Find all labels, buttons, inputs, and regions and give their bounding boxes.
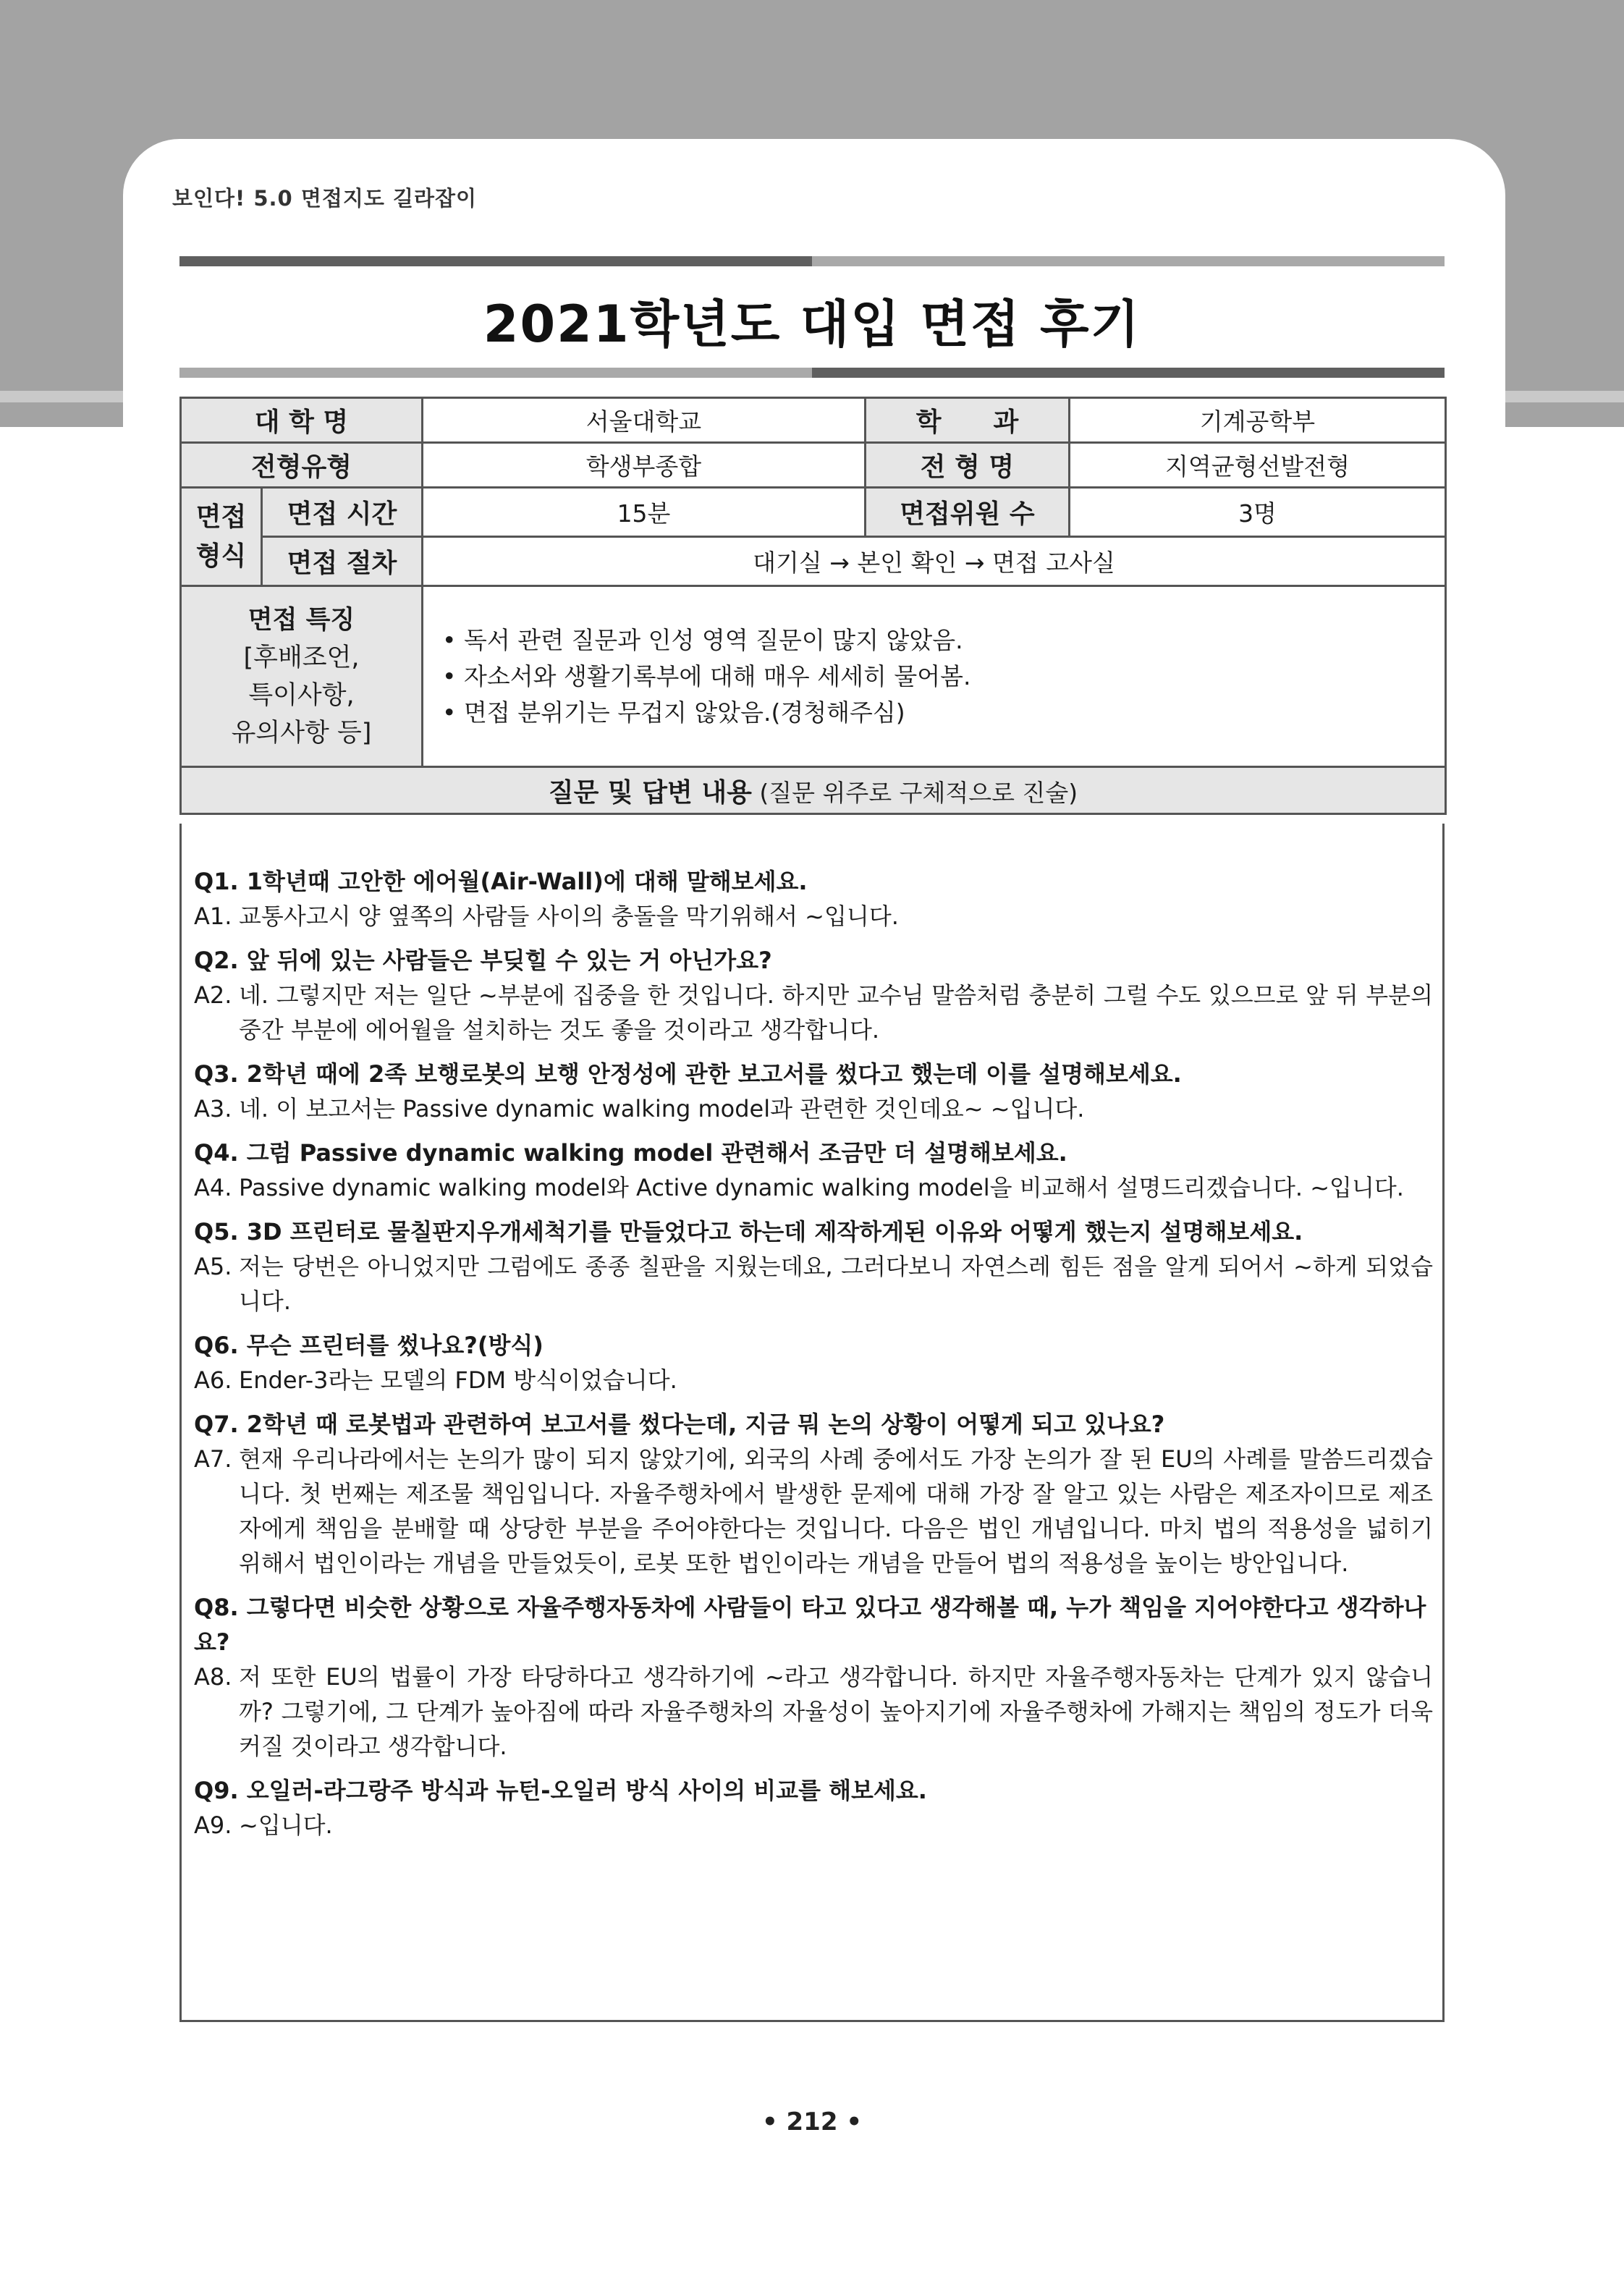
features-list — [423, 622, 1445, 731]
answer-number: A8. — [194, 1663, 232, 1691]
right-edge-stripe — [1505, 391, 1624, 402]
features-label-line2: [후배조언, — [243, 643, 360, 672]
features-cell — [423, 586, 1446, 767]
feature-item: • 자소서와 생활기록부에 대해 매우 세세히 물어봄. — [442, 659, 1445, 695]
left-edge-stripe — [0, 391, 123, 402]
interview-time-value: 15분 — [423, 488, 866, 537]
answer-text: 네. 그렇지만 저는 일단 ~부분에 집중을 한 것입니다. 하지만 교수님 말씀처럼 충분히 그럴 수도 있으므로 앞 뒤 부분의 중간 부분에 에어월을 설치하는 것도 좋을 것이라고 생각합니다. — [239, 981, 1433, 1044]
qa-section-header — [181, 767, 1446, 814]
question-6: Q6. 무슨 프린터를 썼나요?(방식) — [194, 1332, 544, 1359]
question-7: Q7. 2학년 때 로봇법과 관련하여 보고서를 썼다는데, 지금 뭐 논의 상황이 어떻게 되고 있나요? — [194, 1411, 1165, 1438]
title-rule-top-light — [812, 256, 1445, 266]
answer-number: A3. — [194, 1095, 232, 1122]
row-interview-time — [181, 488, 1446, 537]
answer-3 — [194, 1091, 1433, 1126]
admission-type-value: 학생부종합 — [423, 443, 866, 488]
question-3: Q3. 2학년 때에 2족 보행로봇의 보행 안정성에 관한 보고서를 썼다고 했는데 이를 설명해보세요. — [194, 1060, 1182, 1088]
features-label-line4: 유의사항 등] — [231, 718, 372, 748]
interview-format-label-line2: 형식 — [195, 541, 247, 571]
department-value: 기계공학부 — [1070, 398, 1446, 443]
qa-header-note: (질문 위주로 구체적으로 진술) — [759, 778, 1078, 807]
answer-1 — [194, 899, 1433, 934]
features-label — [181, 586, 423, 767]
interview-info-table — [179, 397, 1447, 815]
row-features — [181, 586, 1446, 767]
answer-number: A4. — [194, 1174, 232, 1201]
interview-time-label: 면접 시간 — [262, 488, 423, 537]
question-4: Q4. 그럼 Passive dynamic walking model 관련해서 조금만 더 설명해보세요. — [194, 1139, 1067, 1167]
qa-list — [194, 864, 1433, 1843]
interview-format-label — [181, 488, 262, 586]
features-label-line3: 특이사항, — [248, 680, 355, 710]
question-8: Q8. 그렇다면 비슷한 상황으로 자율주행자동차에 사람들이 타고 있다고 생각해볼 때, 누가 책임을 지어야한다고 생각하나요? — [194, 1594, 1426, 1656]
question-5: Q5. 3D 프린터로 물칠판지우개세척기를 만들었다고 하는데 제작하게된 이유와 어떻게 했는지 설명해보세요. — [194, 1218, 1303, 1246]
answer-8 — [194, 1659, 1433, 1764]
interviewers-value: 3명 — [1070, 488, 1446, 537]
answer-text: 네. 이 보고서는 Passive dynamic walking model과 관련한 것인데요~ ~입니다. — [239, 1095, 1085, 1122]
features-label-line1: 면접 특징 — [248, 605, 355, 635]
answer-9 — [194, 1808, 1433, 1843]
title-rule-bottom-dark — [812, 368, 1445, 378]
question-9: Q9. 오일러-라그랑주 방식과 뉴턴-오일러 방식 사이의 비교를 해보세요. — [194, 1777, 927, 1804]
row-qa-header — [181, 767, 1446, 814]
question-1: Q1. 1학년때 고안한 에어월(Air-Wall)에 대해 말해보세요. — [194, 868, 808, 895]
page-number: • 212 • — [761, 2107, 863, 2136]
answer-number: A7. — [194, 1445, 232, 1473]
feature-item: • 독서 관련 질문과 인성 영역 질문이 많지 않았음. — [442, 622, 1445, 659]
answer-number: A6. — [194, 1366, 232, 1394]
procedure-label: 면접 절차 — [262, 537, 423, 586]
answer-text: 저는 당번은 아니었지만 그럼에도 종종 칠판을 지웠는데요, 그러다보니 자연스레 힘든 점을 알게 되어서 ~하게 되었습니다. — [239, 1253, 1433, 1315]
answer-text: 현재 우리나라에서는 논의가 많이 되지 않았기에, 외국의 사례 중에서도 가장 논의가 잘 된 EU의 사례를 말씀드리겠습니다. 첫 번째는 제조물 책임입니다. 자율주행차에서 발생한 문제에 대해 가장 잘 알고 있는 사람은 제조자이므로 제조자에게 책임을 분배할 때 상당한 부분을 주어야한다는 것입니다. 다음은 법인 개념입니다. 마치 법의 적용성을 넓히기 위해서 법인이라는 개념을 만들었듯이, 로봇 또한 법인이라는 개념을 만들어 법의 적용성을 높이는 방안입니다. — [239, 1445, 1433, 1577]
row-procedure — [181, 537, 1446, 586]
title-rule-bottom-light — [179, 368, 812, 378]
procedure-value: 대기실 → 본인 확인 → 면접 고사실 — [423, 537, 1446, 586]
answer-text: 저 또한 EU의 법률이 가장 타당하다고 생각하기에 ~라고 생각합니다. 하지만 자율주행자동차는 단계가 있지 않습니까? 그렇기에, 그 단계가 높아짐에 따라 자율주행차의 자율성이 높아지기에 자율주행차에 가해지는 책임의 정도가 더욱 커질 것이라고 생각합니다. — [239, 1663, 1433, 1760]
admission-name-value: 지역균형선발전형 — [1070, 443, 1446, 488]
answer-5 — [194, 1249, 1433, 1319]
answer-text: Ender-3라는 모델의 FDM 방식이었습니다. — [239, 1366, 677, 1394]
answer-4 — [194, 1170, 1433, 1205]
interview-format-label-line1: 면접 — [195, 502, 247, 532]
answer-6 — [194, 1363, 1433, 1398]
answer-number: A9. — [194, 1811, 232, 1839]
admission-name-label: 전 형 명 — [866, 443, 1070, 488]
qa-header-bold: 질문 및 답변 내용 — [548, 777, 752, 808]
admission-type-label: 전형유형 — [181, 443, 423, 488]
question-2: Q2. 앞 뒤에 있는 사람들은 부딪힐 수 있는 거 아닌가요? — [194, 947, 772, 974]
row-admission — [181, 443, 1446, 488]
feature-item: • 면접 분위기는 무겁지 않았음.(경청해주심) — [442, 695, 1445, 731]
answer-7 — [194, 1442, 1433, 1581]
document-title: 2021학년도 대입 면접 후기 — [483, 295, 1141, 354]
answer-2 — [194, 978, 1433, 1047]
title-rule-top-dark — [179, 256, 812, 266]
department-label: 학 과 — [866, 398, 1070, 443]
answer-number: A1. — [194, 902, 232, 930]
row-university — [181, 398, 1446, 443]
university-value: 서울대학교 — [423, 398, 866, 443]
running-header: 보인다! 5.0 면접지도 길라잡이 — [172, 186, 478, 211]
university-label: 대 학 명 — [181, 398, 423, 443]
interviewers-label: 면접위원 수 — [866, 488, 1070, 537]
answer-text: Passive dynamic walking model와 Active dynamic walking model을 비교해서 설명드리겠습니다. ~입니다. — [239, 1174, 1404, 1201]
answer-text: 교통사고시 양 옆쪽의 사람들 사이의 충돌을 막기위해서 ~입니다. — [239, 902, 899, 930]
answer-number: A2. — [194, 981, 232, 1009]
answer-number: A5. — [194, 1253, 232, 1280]
answer-text: ~입니다. — [239, 1811, 333, 1839]
